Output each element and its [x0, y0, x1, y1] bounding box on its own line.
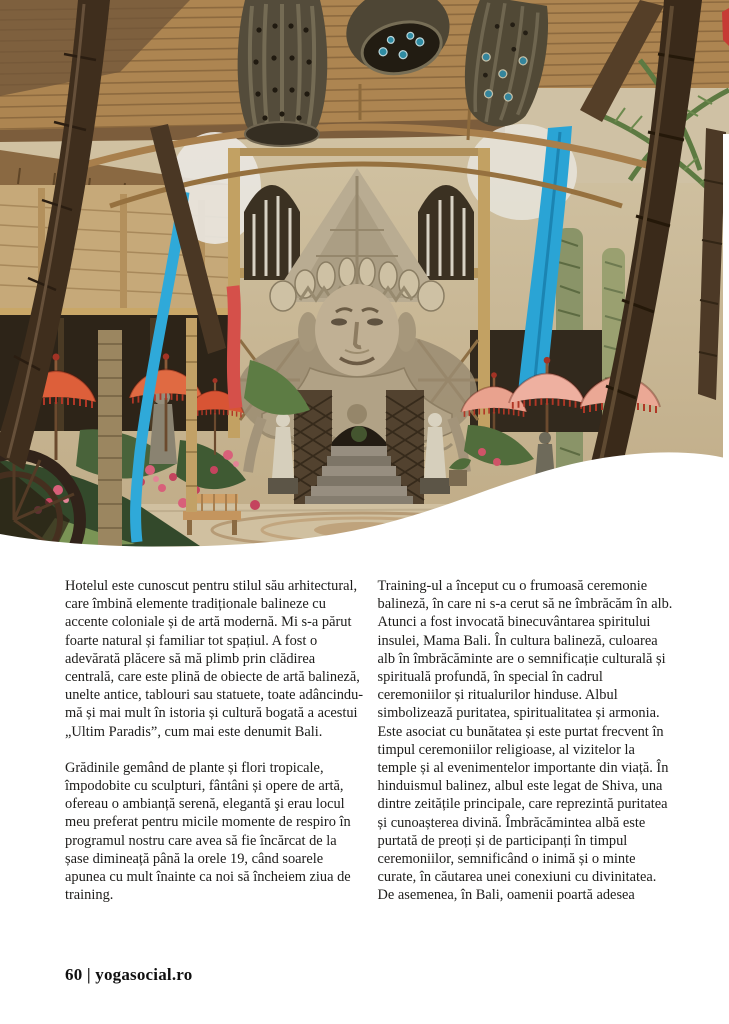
paragraph: Hotelul este cunoscut pentru stilul său arhitectural, care îmbină elemente tradiționale balineze cu accente coloniale și de artă modernă. Mi s-a părut foarte natural și familiar tot spațiul. A fost o adevărată plăcere să mă plimb prin clădirea centrală, care este plină de obiecte de artă balineză, unelte antice, tablouri sau statuete, toate adâncindu-mă și mai mult în istoria și cultură bogată a acestui „Ultim Paradis”, cum mai este denumit Bali. — [65, 578, 364, 740]
lantern-left — [238, 0, 328, 146]
paragraph: Training-ul a început cu o frumoasă ceremonie balineză, în care ni s-a cerut să ne îmbrăcăm în alb. Atunci a fost invocată binecuvântarea spiritului insulei, Mama Bali. În cultura balineză, culoarea alb în îmbrăcăminte are o semnificație culturală și spirituală profundă, în special în cadrul ceremoniilor și ritualurilor hinduse. Albul simbolizează puritatea, spiritualitatea și armonia. Este asociat cu bunătatea și este purtat frecvent în timpul ceremoniilor religioase, al vizitelor la temple și al evenimentelor importante din viață. În hinduismul balinez, albul este legat de Shiva, una dintre zeitățile principale, care reprezintă puritatea și cunoașterea divină. Îmbrăcămintea albă este purtată de preoți și de participanți în timpul ceremoniilor, semnificând o inimă și o minte curate, în căutarea unei conexiuni cu divinitatea. De asemenea, în Bali, oamenii poartă adesea — [377, 578, 673, 904]
page-footer: 60 | yogasocial.ro — [65, 965, 193, 984]
article-body — [65, 577, 676, 923]
paragraph: Grădinile gemând de plante și flori tropicale, împodobite cu sculpturi, fântâni și opere de artă, ofereau o ambianță serenă, elegantă şi erau locul meu preferat pentru micile momente de respiro în programul nostru care avea să fie încărcat de la șase dimineață până la orele 19, când soarele apunea cu mult înainte ca noi să încheiem ziua de training. — [65, 759, 351, 904]
left-column — [65, 577, 364, 923]
red-banner-left — [233, 286, 236, 408]
right-column — [378, 577, 677, 923]
